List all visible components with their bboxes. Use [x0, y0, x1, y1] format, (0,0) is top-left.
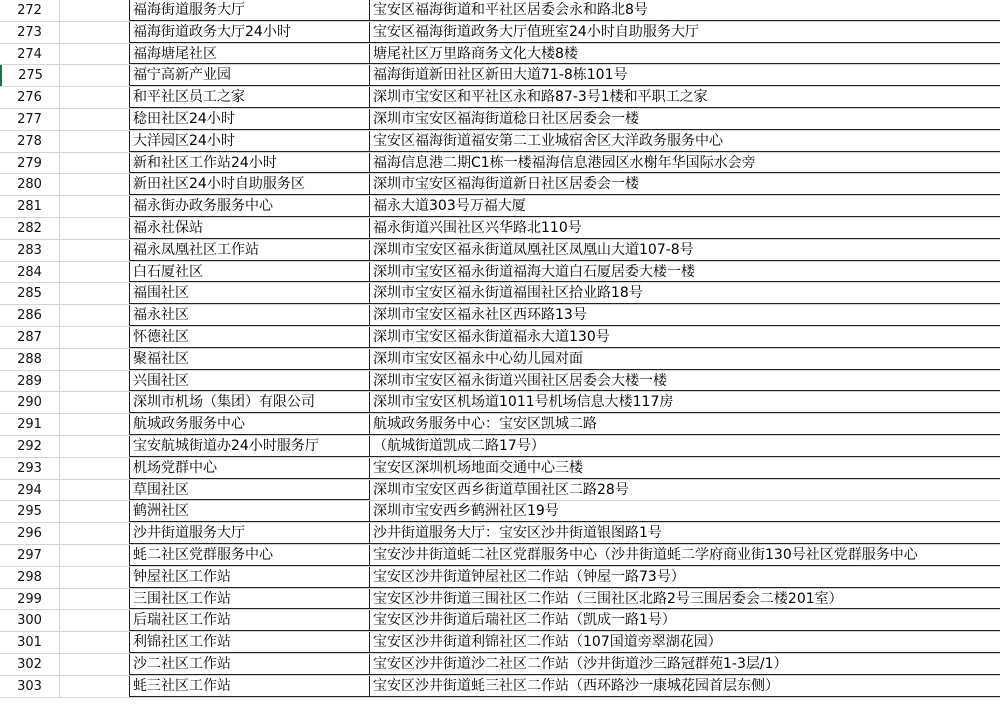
site-name-cell[interactable]: 钟屋社区工作站 — [130, 567, 370, 588]
site-name-cell[interactable]: 福海塘尾社区 — [130, 44, 370, 65]
empty-cell[interactable] — [60, 458, 130, 479]
site-name-cell[interactable]: 福永街办政务服务中心 — [130, 196, 370, 217]
address-cell[interactable]: 宝安区福海街道政务大厅值班室24小时自助服务大厅 — [370, 22, 1000, 43]
table-row[interactable] — [0, 349, 1000, 371]
address-cell[interactable]: 福海信息港二期C1栋一楼福海信息港园区水榭年华国际水会旁 — [370, 153, 1000, 174]
site-name-cell[interactable]: 鹤洲社区 — [130, 501, 370, 522]
site-name-cell[interactable]: 福围社区 — [130, 283, 370, 304]
site-name-cell[interactable]: 福永社区 — [130, 305, 370, 326]
table-row[interactable] — [0, 131, 1000, 153]
empty-cell[interactable] — [60, 545, 130, 566]
site-name-cell[interactable]: 福宁高新产业园 — [130, 65, 370, 86]
empty-cell[interactable] — [60, 523, 130, 544]
table-row[interactable] — [0, 44, 1000, 66]
row-header[interactable]: 296 — [0, 523, 60, 544]
table-row[interactable] — [0, 371, 1000, 393]
empty-cell[interactable] — [60, 283, 130, 304]
row-header[interactable]: 291 — [0, 414, 60, 435]
address-cell[interactable]: 宝安区深圳机场地面交通中心三楼 — [370, 458, 1000, 479]
empty-cell[interactable] — [60, 676, 130, 697]
row-header[interactable]: 277 — [0, 109, 60, 130]
address-cell[interactable]: 深圳市宝安区和平社区永和路87-3号1楼和平职工之家 — [370, 87, 1000, 108]
row-header[interactable]: 298 — [0, 567, 60, 588]
empty-cell[interactable] — [60, 174, 130, 195]
table-row[interactable] — [0, 436, 1000, 458]
row-header[interactable]: 274 — [0, 44, 60, 65]
row-header[interactable]: 299 — [0, 589, 60, 610]
site-name-cell[interactable]: 和平社区员工之家 — [130, 87, 370, 108]
row-header[interactable]: 292 — [0, 436, 60, 457]
row-header[interactable]: 288 — [0, 349, 60, 370]
empty-cell[interactable] — [60, 153, 130, 174]
table-row[interactable] — [0, 153, 1000, 175]
empty-cell[interactable] — [60, 501, 130, 522]
address-cell[interactable]: 宝安区沙井街道蚝三社区二作站（西环路沙一康城花园首层东侧） — [370, 676, 1000, 697]
table-row[interactable] — [0, 392, 1000, 414]
table-row[interactable] — [0, 501, 1000, 523]
table-row[interactable] — [0, 0, 1000, 22]
row-header[interactable]: 275 — [0, 65, 60, 86]
empty-cell[interactable] — [60, 414, 130, 435]
empty-cell[interactable] — [60, 87, 130, 108]
empty-cell[interactable] — [60, 0, 130, 21]
empty-cell[interactable] — [60, 131, 130, 152]
empty-cell[interactable] — [60, 305, 130, 326]
table-row[interactable] — [0, 676, 1000, 698]
empty-cell[interactable] — [60, 262, 130, 283]
address-cell[interactable]: 宝安区沙井街道钟屋社区二作站（钟屋一路73号） — [370, 567, 1000, 588]
address-cell[interactable]: 宝安区沙井街道三围社区二作站（三围社区北路2号三围居委会二楼201室） — [370, 589, 1000, 610]
site-name-cell[interactable]: 蚝三社区工作站 — [130, 676, 370, 697]
site-name-cell[interactable]: 白石厦社区 — [130, 262, 370, 283]
table-row[interactable] — [0, 567, 1000, 589]
site-name-cell[interactable]: 三围社区工作站 — [130, 589, 370, 610]
site-name-cell[interactable]: 利锦社区工作站 — [130, 632, 370, 653]
empty-cell[interactable] — [60, 480, 130, 501]
empty-cell[interactable] — [60, 371, 130, 392]
row-header[interactable]: 297 — [0, 545, 60, 566]
site-name-cell[interactable]: 深圳市机场（集团）有限公司 — [130, 392, 370, 413]
table-row[interactable] — [0, 523, 1000, 545]
address-cell[interactable]: 深圳市宝安区机场道1011号机场信息大楼117房 — [370, 392, 1000, 413]
site-name-cell[interactable]: 福永凤凰社区工作站 — [130, 240, 370, 261]
row-header[interactable]: 293 — [0, 458, 60, 479]
site-name-cell[interactable]: 大洋园区24小时 — [130, 131, 370, 152]
site-name-cell[interactable]: 沙井街道服务大厅 — [130, 523, 370, 544]
address-cell[interactable]: （航城街道凯成二路17号） — [370, 436, 1000, 457]
empty-cell[interactable] — [60, 654, 130, 675]
row-header[interactable]: 290 — [0, 392, 60, 413]
empty-cell[interactable] — [60, 349, 130, 370]
site-name-cell[interactable]: 后瑞社区工作站 — [130, 610, 370, 631]
table-row[interactable] — [0, 327, 1000, 349]
address-cell[interactable]: 深圳市宝安区福永街道福海大道白石厦居委大楼一楼 — [370, 262, 1000, 283]
table-row[interactable] — [0, 414, 1000, 436]
empty-cell[interactable] — [60, 567, 130, 588]
site-name-cell[interactable]: 新田社区24小时自助服务区 — [130, 174, 370, 195]
row-header[interactable]: 300 — [0, 610, 60, 631]
row-header[interactable]: 282 — [0, 218, 60, 239]
empty-cell[interactable] — [60, 196, 130, 217]
empty-cell[interactable] — [60, 610, 130, 631]
address-cell[interactable]: 宝安沙井街道蚝二社区党群服务中心（沙井街道蚝二学府商业街130号社区党群服务中心 — [370, 545, 1000, 566]
row-header[interactable]: 289 — [0, 371, 60, 392]
row-header[interactable]: 285 — [0, 283, 60, 304]
address-cell[interactable]: 深圳市宝安区福永街道凤凰社区凤凰山大道107-8号 — [370, 240, 1000, 261]
row-header[interactable]: 287 — [0, 327, 60, 348]
table-row[interactable] — [0, 480, 1000, 502]
site-name-cell[interactable]: 福海街道服务大厅 — [130, 0, 370, 21]
address-cell[interactable]: 福永大道303号万福大厦 — [370, 196, 1000, 217]
table-row[interactable] — [0, 196, 1000, 218]
row-header[interactable]: 280 — [0, 174, 60, 195]
table-row[interactable] — [0, 654, 1000, 676]
address-cell[interactable]: 福永街道兴围社区兴华路北110号 — [370, 218, 1000, 239]
address-cell[interactable]: 深圳市宝安区福永中心幼儿园对面 — [370, 349, 1000, 370]
row-header[interactable]: 295 — [0, 501, 60, 522]
empty-cell[interactable] — [60, 218, 130, 239]
site-name-cell[interactable]: 机场党群中心 — [130, 458, 370, 479]
row-header[interactable]: 276 — [0, 87, 60, 108]
row-header[interactable]: 294 — [0, 480, 60, 501]
empty-cell[interactable] — [60, 392, 130, 413]
table-row[interactable] — [0, 283, 1000, 305]
table-row[interactable] — [0, 589, 1000, 611]
site-name-cell[interactable]: 沙二社区工作站 — [130, 654, 370, 675]
empty-cell[interactable] — [60, 589, 130, 610]
site-name-cell[interactable]: 草围社区 — [130, 480, 370, 501]
empty-cell[interactable] — [60, 240, 130, 261]
table-row[interactable] — [0, 218, 1000, 240]
empty-cell[interactable] — [60, 327, 130, 348]
row-header[interactable]: 281 — [0, 196, 60, 217]
row-header[interactable]: 284 — [0, 262, 60, 283]
table-row[interactable] — [0, 305, 1000, 327]
address-cell[interactable]: 深圳市宝安区西乡街道草围社区二路28号 — [373, 481, 629, 498]
address-cell[interactable]: 深圳市宝安西乡鹤洲社区19号 — [370, 501, 1000, 522]
row-header[interactable]: 303 — [0, 676, 60, 697]
address-cell[interactable]: 深圳市宝安区福永街道福围社区拾业路18号 — [370, 283, 1000, 304]
empty-cell[interactable] — [60, 44, 130, 65]
address-cell[interactable]: 福海街道新田社区新田大道71-8栋101号 — [370, 65, 1000, 86]
table-row[interactable] — [0, 240, 1000, 262]
table-row[interactable] — [0, 545, 1000, 567]
row-header[interactable]: 272 — [0, 0, 60, 21]
row-header[interactable]: 286 — [0, 305, 60, 326]
table-row[interactable] — [0, 174, 1000, 196]
site-name-cell[interactable]: 稔田社区24小时 — [130, 109, 370, 130]
address-cell[interactable]: 宝安区沙井街道利锦社区二作站（107国道旁翠湖花园） — [370, 632, 1000, 653]
address-cell[interactable]: 深圳市宝安区福海街道稔日社区居委会一楼 — [370, 109, 1000, 130]
site-name-cell[interactable]: 兴围社区 — [130, 371, 370, 392]
site-name-cell[interactable]: 福永社保站 — [130, 218, 370, 239]
table-row[interactable] — [0, 458, 1000, 480]
row-header[interactable]: 302 — [0, 654, 60, 675]
table-row[interactable] — [0, 65, 1000, 87]
address-cell[interactable]: 深圳市宝安区福永社区西环路13号 — [370, 305, 1000, 326]
row-header[interactable]: 283 — [0, 240, 60, 261]
site-name-cell[interactable]: 福海街道政务大厅24小时 — [130, 22, 370, 43]
empty-cell[interactable] — [60, 22, 130, 43]
row-header[interactable]: 301 — [0, 632, 60, 653]
site-name-cell[interactable]: 蚝二社区党群服务中心 — [130, 545, 370, 566]
site-name-cell[interactable]: 聚福社区 — [130, 349, 370, 370]
table-row[interactable] — [0, 87, 1000, 109]
table-row[interactable] — [0, 22, 1000, 44]
address-cell[interactable]: 宝安区福海街道和平社区居委会永和路北8号 — [370, 0, 1000, 21]
table-row[interactable] — [0, 610, 1000, 632]
site-name-cell[interactable]: 怀德社区 — [130, 327, 370, 348]
table-row[interactable] — [0, 262, 1000, 284]
site-name-cell[interactable]: 新和社区工作站24小时 — [130, 153, 370, 174]
address-cell[interactable]: 塘尾社区万里路商务文化大楼8楼 — [370, 44, 1000, 65]
address-cell[interactable]: 深圳市宝安区福永街道兴围社区居委会大楼一楼 — [370, 371, 1000, 392]
empty-cell[interactable] — [60, 632, 130, 653]
table-row[interactable] — [0, 632, 1000, 654]
address-cell[interactable]: 宝安区沙井街道沙二社区二作站（沙井街道沙三路冠群苑1-3层/1） — [370, 654, 1000, 675]
row-header[interactable]: 279 — [0, 153, 60, 174]
row-header[interactable]: 278 — [0, 131, 60, 152]
empty-cell[interactable] — [60, 65, 130, 86]
address-cell[interactable]: 深圳市宝安区福海街道新日社区居委会一楼 — [370, 174, 1000, 195]
table-row[interactable] — [0, 109, 1000, 131]
site-name-cell[interactable]: 航城政务服务中心 — [130, 414, 370, 435]
address-cell[interactable]: 宝安区沙井街道后瑞社区二作站（凯成一路1号） — [370, 610, 1000, 631]
empty-cell[interactable] — [60, 436, 130, 457]
empty-cell[interactable] — [60, 109, 130, 130]
address-cell[interactable]: 沙井街道服务大厅：宝安区沙井街道银图路1号 — [370, 523, 1000, 544]
address-cell[interactable]: 宝安区福海街道福安第二工业城宿舍区大洋政务服务中心 — [370, 131, 1000, 152]
site-name-cell[interactable]: 宝安航城街道办24小时服务厅 — [130, 436, 370, 457]
row-header[interactable]: 273 — [0, 22, 60, 43]
address-cell[interactable]: 航城政务服务中心：宝安区凯城二路 — [370, 414, 1000, 435]
address-cell[interactable]: 深圳市宝安区福永街道福永大道130号 — [370, 327, 1000, 348]
